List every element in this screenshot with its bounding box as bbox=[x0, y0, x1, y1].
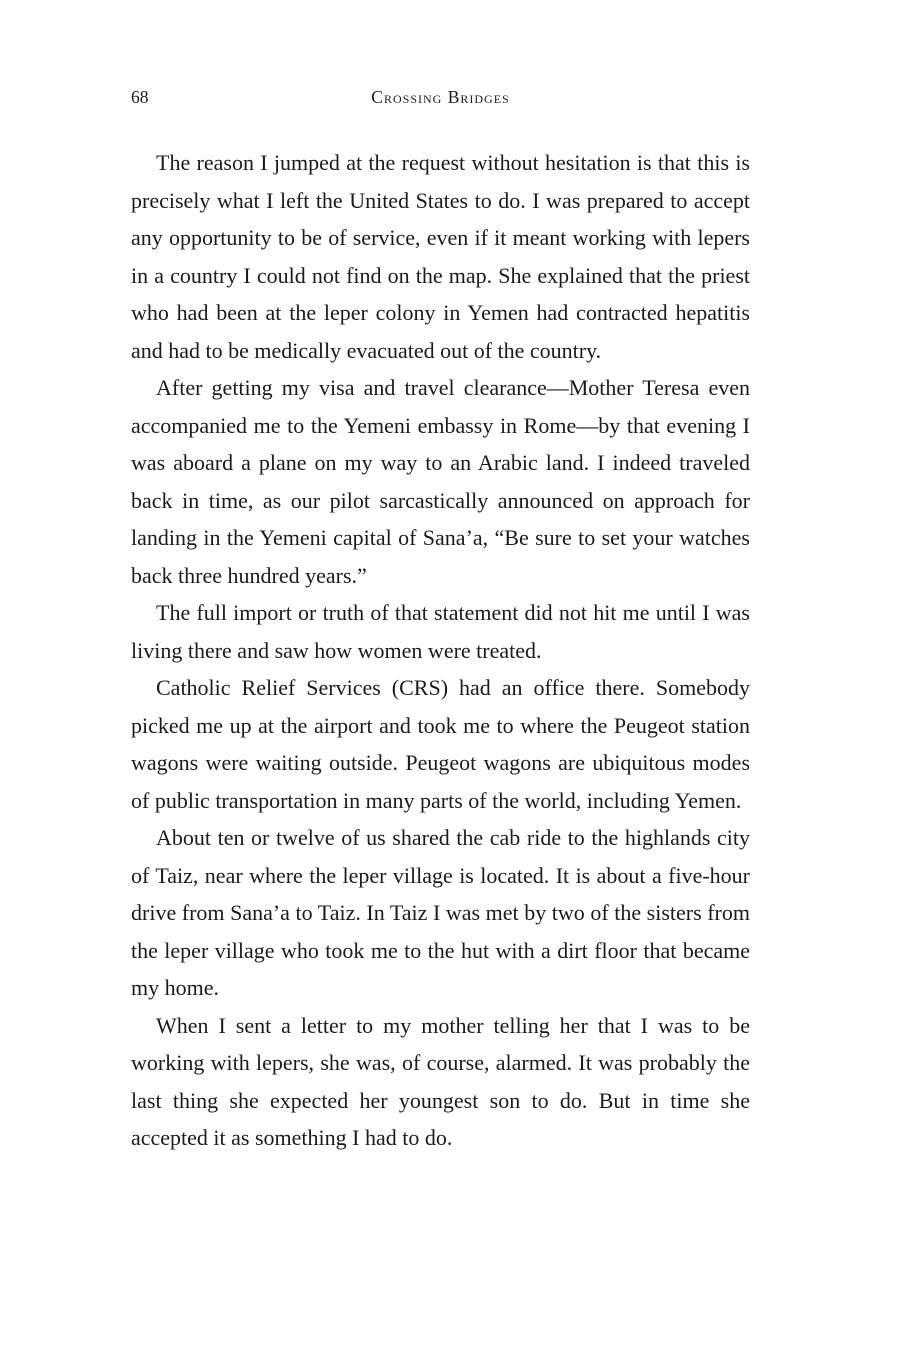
paragraph: The full import or truth of that statement did not hit me until I was living there and saw how women were treated. bbox=[131, 600, 750, 663]
paragraph: When I sent a letter to my mother telling her that I was to be working with lepers, she was, of course, alarmed. It was probably the last thing she expected her youngest son to do. But in time she accepted it as something I had to do. bbox=[131, 1012, 750, 1150]
body-text bbox=[131, 144, 750, 1157]
page-header bbox=[131, 86, 750, 108]
running-title: Crossing Bridges bbox=[371, 87, 510, 107]
paragraph: Catholic Relief Services (CRS) had an office there. Somebody picked me up at the airport and took me to where the Peugeot station wagons were waiting outside. Peugeot wagons are ubiquitous modes of public transportation in many parts of the world, including Yemen. bbox=[131, 675, 750, 813]
paragraph: The reason I jumped at the request without hesitation is that this is precisely what I left the United States to do. I was prepared to accept any opportunity to be of service, even if it meant working with lepers in a country I could not find on the map. She explained that the priest who had been at the leper colony in Yemen had contracted hepatitis and had to be medically evacuated out of the country. bbox=[131, 150, 750, 363]
paragraph: After getting my visa and travel clearance—Mother Teresa even accompanied me to the Yemeni embassy in Rome—by that evening I was aboard a plane on my way to an Arabic land. I indeed traveled back in time, as our pilot sarcastically announced on approach for landing in the Yemeni capital of Sana’a, “Be sure to set your watches back three hundred years.” bbox=[131, 375, 750, 588]
page-number: 68 bbox=[131, 87, 149, 107]
paragraph: About ten or twelve of us shared the cab ride to the highlands city of Taiz, near where the leper village is located. It is about a five-hour drive from Sana’a to Taiz. In Taiz I was met by two of the sisters from the leper village who took me to the hut with a dirt floor that became my home. bbox=[131, 825, 750, 1000]
